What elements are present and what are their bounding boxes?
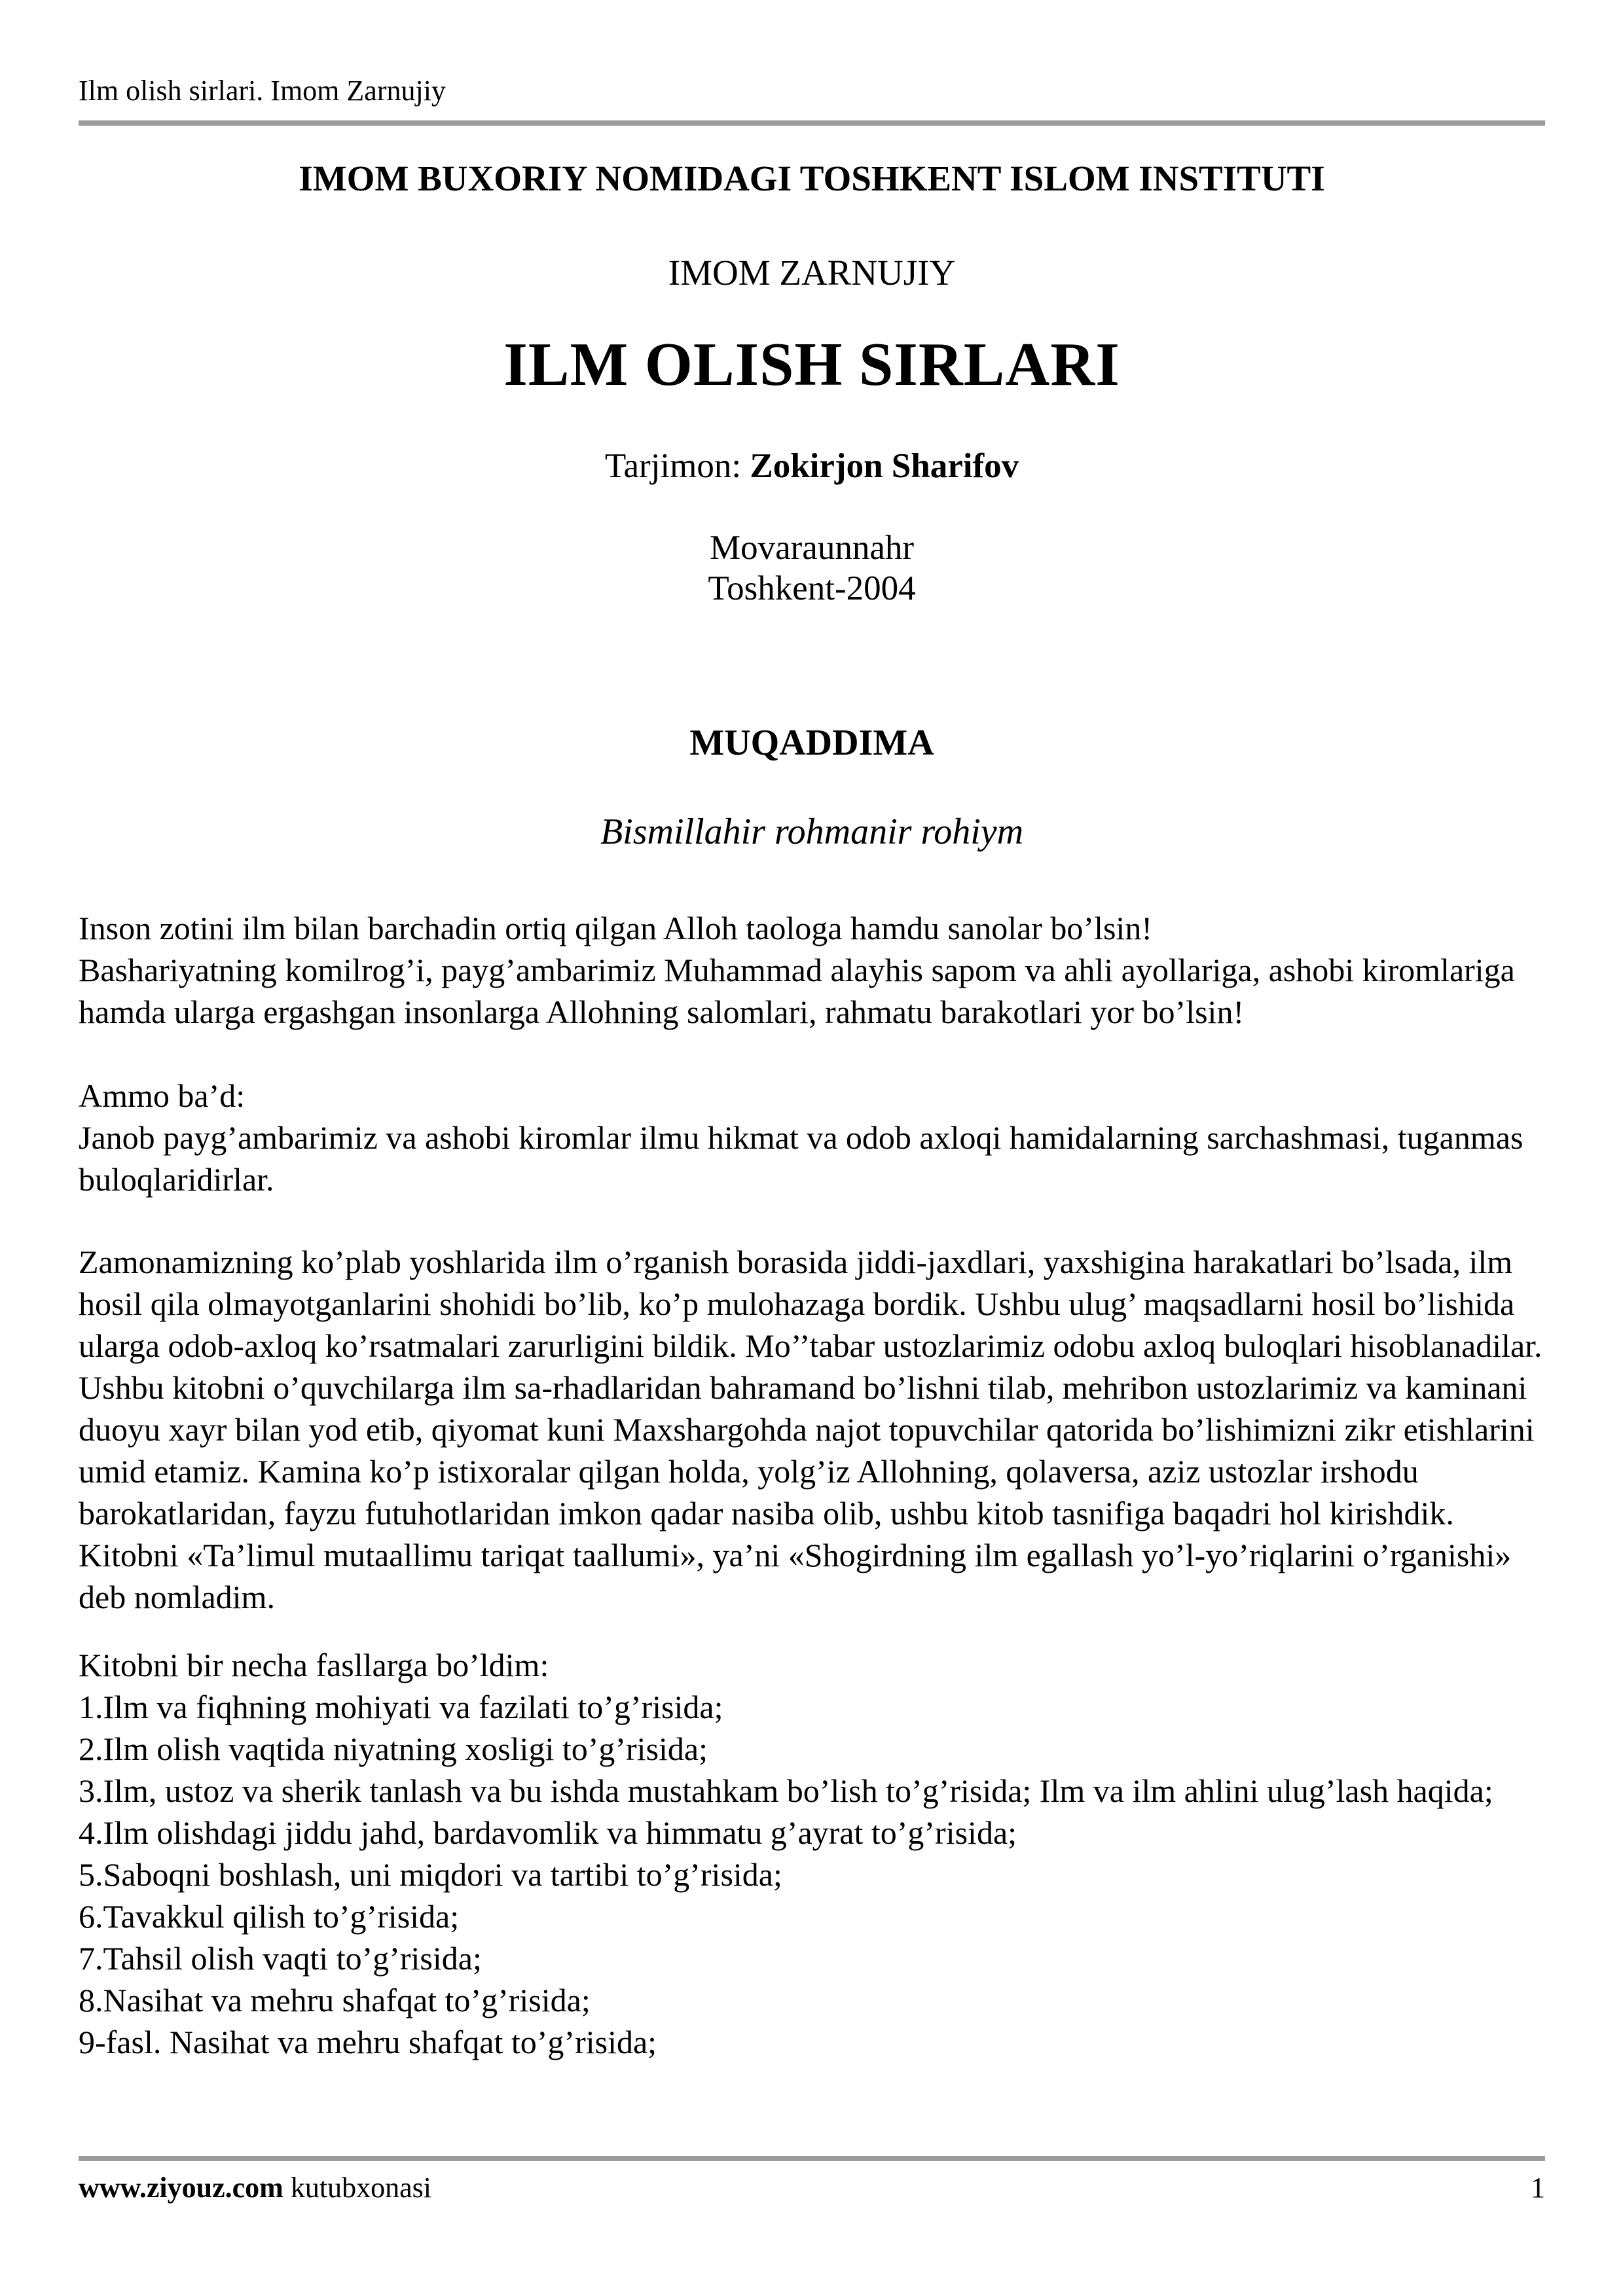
footer-site-suffix: kutubxonasi — [283, 2172, 431, 2204]
translator-name: Zokirjon Sharifov — [750, 447, 1019, 485]
chapter-item-7: 7.Tahsil olish vaqti to’g’risida; — [79, 1940, 482, 1977]
paragraph-3: Zamonamizning ko’plab yoshlarida ilm o’rganish borasida jiddi-jaxdlari, yaxshigina harakatlari bo’lsada, ilm hosil qila olmayotganlarini shohidi bo’lib, ko’p mulohazaga bordik. Ushbu ulug’ maqsadlarni hosil bo’lishida ularga odob-axloq ko’rsatmalari zarurligini bildik. Mo’’tabar ustozlarimiz odobu axloq buloqlari hisoblanadilar. Ushbu kitobni o’quvchilarga ilm sa-rhadlaridan bahramand bo’lishni tilab, mehribon ustozlarimiz va kaminani duoyu xayr bilan yod etib, qiyomat kuni Maxshargohda najot topuvchilar qatorida bo’lishimizni zikr etishlarini umid etamiz. Kamina ko’p istixoralar qilgan holda, yolg’iz Allohning, qolaversa, aziz ustozlar irshodu barokatlaridan, fayzu futuhotlaridan imkon qadar nasiba olib, ushbu kitob tasnifiga baqadri hol kirishdik. Kitobni «Ta’limul mutaallimu tariqat taallumi», ya’ni «Shogirdning ilm egallash yo’l-yo’riqlarini o’rganishi» deb nomladim. — [79, 1244, 1542, 1615]
chapter-item-8: 8.Nasihat va mehru shafqat to’g’risida; — [79, 1982, 591, 2018]
chapter-item-4: 4.Ilm olishdagi jiddu jahd, bardavomlik va himmatu g’ayrat to’g’risida; — [79, 1814, 1017, 1851]
paragraph-1-line-1: Inson zotini ilm bilan barchadin ortiq qilgan Alloh taologa hamdu sanolar bo’lsin! — [79, 910, 1152, 946]
paragraph-1 — [79, 907, 1545, 1033]
muqaddima-heading: MUQADDIMA — [689, 723, 934, 763]
city-year: Toshkent-2004 — [708, 569, 916, 607]
chapter-list-intro: Kitobni bir necha fasllarga bo’ldim: — [79, 1647, 549, 1683]
paragraph-2 — [79, 1075, 1545, 1200]
running-header: Ilm olish sirlari. Imom Zarnujiy — [79, 75, 446, 107]
book-title: ILM OLISH SIRLARI — [503, 331, 1120, 399]
footer-library-credit — [79, 2170, 431, 2206]
institute-heading: IMOM BUXORIY NOMIDAGI TOSHKENT ISLOM INSTITUTI — [299, 158, 1325, 198]
translator-label: Tarjimon: — [604, 447, 750, 485]
footer-divider — [79, 2156, 1545, 2161]
paragraph-2-line-1: Ammo ba’d: — [79, 1077, 246, 1114]
chapter-item-1: 1.Ilm va fiqhning mohiyati va fazilati to’g’risida; — [79, 1689, 723, 1725]
basmala-line: Bismillahir rohmanir rohiym — [600, 812, 1024, 852]
chapter-item-5: 5.Saboqni boshlash, uni miqdori va tartibi to’g’risida; — [79, 1856, 782, 1893]
chapter-item-3: 3.Ilm, ustoz va sherik tanlash va bu ishda mustahkam bo’lish to’g’risida; Ilm va ilm ahlini ulug’lash haqida; — [79, 1772, 1493, 1809]
author-name: IMOM ZARNUJIY — [668, 253, 956, 293]
paragraph-2-line-2: Janob payg’ambarimiz va ashobi kiromlar ilmu hikmat va odob axloqi hamidalarning sarchashmasi, tuganmas buloqlaridirlar. — [79, 1119, 1523, 1198]
footer-site-url: www.ziyouz.com — [79, 2172, 283, 2204]
page-footer — [79, 2156, 1545, 2206]
publisher-name: Movaraunnahr — [710, 529, 914, 567]
chapter-item-9: 9-fasl. Nasihat va mehru shafqat to’g’risida; — [79, 2024, 657, 2060]
chapter-item-2: 2.Ilm olish vaqtida niyatning xosligi to’g’risida; — [79, 1731, 708, 1767]
header-divider — [79, 120, 1545, 126]
page-number: 1 — [1531, 2172, 1545, 2204]
translator-line — [79, 445, 1545, 487]
chapter-list — [79, 1644, 1545, 2063]
chapter-item-6: 6.Tavakkul qilish to’g’risida; — [79, 1898, 460, 1935]
paragraph-1-line-2: Bashariyatning komilrog’i, payg’ambarimiz Muhammad alayhis sapom va ahli ayollariga, ashobi kiromlariga hamda ularga ergashgan insonlarga Allohning salomlari, rahmatu barakotlari yor bo’lsin! — [79, 952, 1515, 1030]
imprint-block — [79, 528, 1545, 609]
